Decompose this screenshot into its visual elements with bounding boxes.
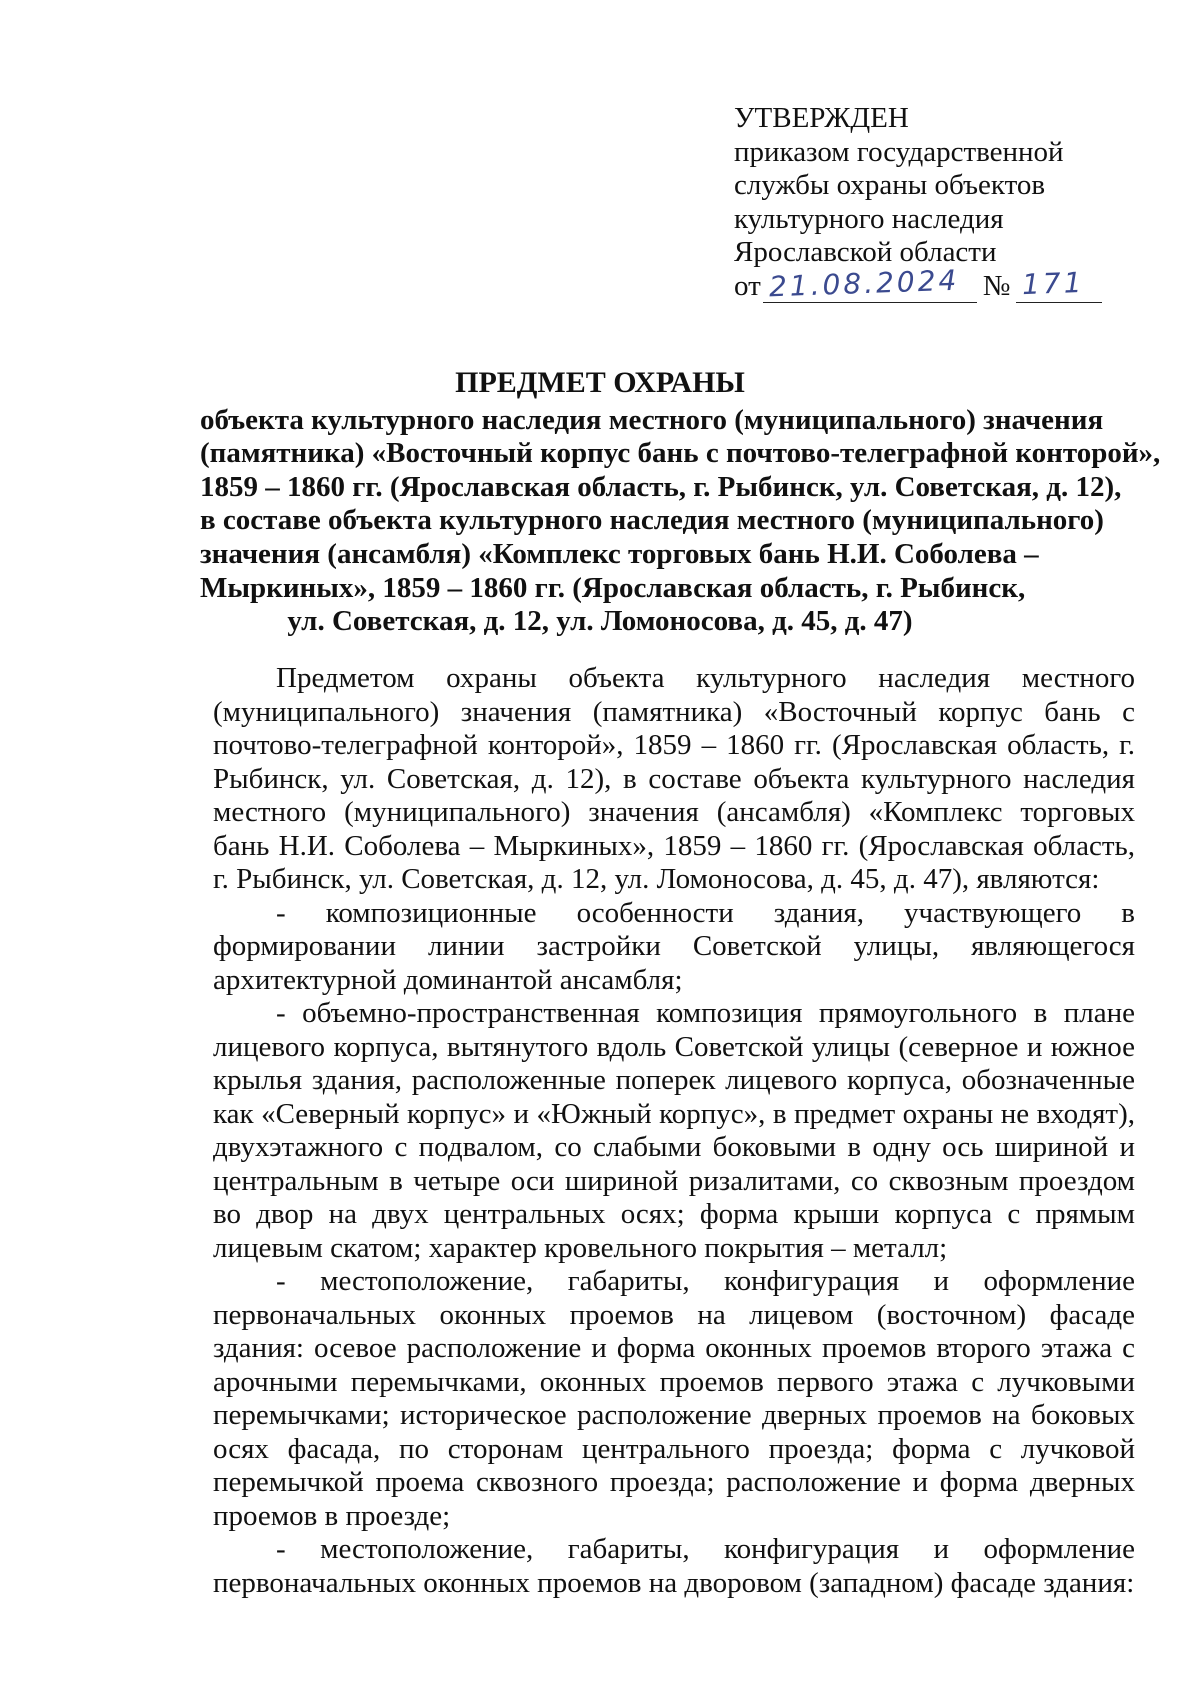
document-heading	[200, 366, 1161, 639]
handwritten-number: 171	[1021, 265, 1086, 301]
approval-service-line: службы охраны объектов	[734, 169, 1046, 201]
body-paragraph-west-facade: - местоположение, габариты, конфигурация и оформление первоначальных оконных проемов на дворовом (западном) фасаде здания:	[213, 1533, 1135, 1599]
body-paragraph-east-facade: - местоположение, габариты, конфигурация и оформление первоначальных оконных проемов на лицевом (восточном) фасаде здания: осевое расположение и форма оконных проемов второго этажа с арочными перемычками, оконных проемов первого этажа с лучковыми перемычками; историческое расположение дверных проемов на боковых осях фасада, по сторонам центрального проезда; форма с лучковой перемычкой проема сквозного проезда; расположение и форма дверных проемов в проезде;	[213, 1265, 1135, 1532]
heading-line: значения (ансамбля) «Комплекс торговых бань Н.И. Соболева –	[200, 537, 1039, 570]
handwritten-date: 21.08.2024	[768, 263, 960, 303]
approval-date-number-row	[734, 263, 1134, 304]
date-prefix: от	[734, 269, 761, 302]
heading-line: объекта культурного наследия местного (муниципального) значения	[200, 403, 1104, 436]
heading-line: в составе объекта культурного наследия местного (муниципального)	[200, 504, 1104, 537]
approval-region-line: Ярославской области	[734, 236, 997, 268]
document-title: ПРЕДМЕТ ОХРАНЫ	[455, 366, 745, 399]
number-field	[1016, 265, 1102, 303]
body-paragraph-composition: - композиционные особенности здания, участвующего в формировании линии застройки Советской улицы, являющегося архитектурной доминантой ансамбля;	[213, 896, 1135, 996]
document-body	[213, 662, 1135, 1600]
body-paragraph-volume: - объемно-пространственная композиция прямоугольного в плане лицевого корпуса, вытянутого вдоль Советской улицы (северное и южное крылья здания, расположенные поперек лицевого корпуса, обозначенные как «Северный корпус» и «Южный корпус», в предмет охраны не входят), двухэтажного с подвалом, со слабыми боковыми в одну ось шириной и центральным в четыре оси шириной ризалитами, со сквозным проездом во двор на двух центральных осях; форма крыши корпуса с прямым лицевым скатом; характер кровельного покрытия – металл;	[213, 997, 1135, 1264]
body-paragraph-intro: Предметом охраны объекта культурного наследия местного (муниципального) значения (памятника) «Восточный корпус бань с почтово-телеграфной конторой», 1859 – 1860 гг. (Ярославская область, г. Рыбинск, ул. Советская, д. 12), в составе объекта культурного наследия местного (муниципального) значения (ансамбля) «Комплекс торговых бань Н.И. Соболева – Мыркиных», 1859 – 1860 гг. (Ярославская область, г. Рыбинск, ул. Советская, д. 12, ул. Ломоносова, д. 45, д. 47), являются:	[213, 662, 1135, 895]
number-prefix: №	[982, 269, 1011, 302]
approval-stamp	[734, 102, 1134, 303]
date-field	[763, 263, 977, 303]
heading-line: Мыркиных», 1859 – 1860 гг. (Ярославская область, г. Рыбинск,	[200, 571, 1026, 604]
approval-heritage-line: культурного наследия	[734, 202, 1004, 235]
approval-order-line: приказом государственной	[734, 135, 1064, 168]
heading-line: ул. Советская, д. 12, ул. Ломоносова, д. 45, д. 47)	[287, 605, 913, 638]
heading-line: 1859 – 1860 гг. (Ярославская область, г. Рыбинск, ул. Советская, д. 12),	[200, 470, 1122, 503]
approval-status: УТВЕРЖДЕН	[734, 102, 909, 134]
heading-line: (памятника) «Восточный корпус бань с почтово-телеграфной конторой»,	[200, 437, 1161, 470]
